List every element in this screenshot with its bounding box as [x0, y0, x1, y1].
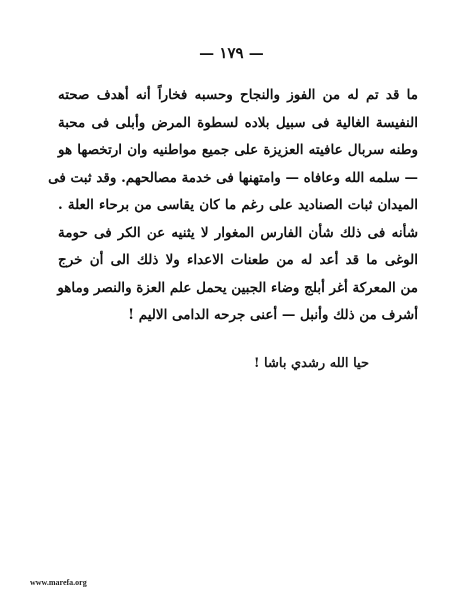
text-line: — سلمه الله وعافاه — وامتهنها فى خدمة مصالحهم. وقد ثبت فى [48, 169, 418, 186]
source-url: www.marefa.org [30, 578, 87, 587]
closing-line: حيا الله رشدي باشا ! [253, 356, 369, 371]
text-line: ما قد تم له من الفوز والنجاح وحسبه فخاراً أنه أهدف صحته [58, 87, 418, 103]
text-line: أشرف من ذلك وأنبل — أعنى جرحه الدامى الاليم ! [128, 307, 418, 323]
text-line: شأنه فى ذلك شأن الفارس المغوار لا يثنيه عن الكر فى حومة [58, 224, 418, 241]
body-text [48, 82, 418, 330]
page-number: — ١٧٩ — [199, 44, 264, 62]
text-line: من المعركة أغر أبلج وضاء الجبين يحمل علم العزة والنصر وماهو [57, 279, 418, 296]
text-line: النفيسة الغالية فى سبيل بلاده لسطوة المرض وأبلى فى محبة [58, 114, 418, 131]
text-line: الوغى ما قد أعد له من طعنات الاعداء ولا ذلك الى أن خرج [58, 252, 418, 268]
text-line: وطنه سربال عافيته العزيزة على جميع مواطنيه وان ارتخصها هو [58, 142, 418, 158]
text-line: الميدان ثبات الصناديد على رغم ما كان يقاسى من برحاء العلة . [58, 197, 418, 213]
